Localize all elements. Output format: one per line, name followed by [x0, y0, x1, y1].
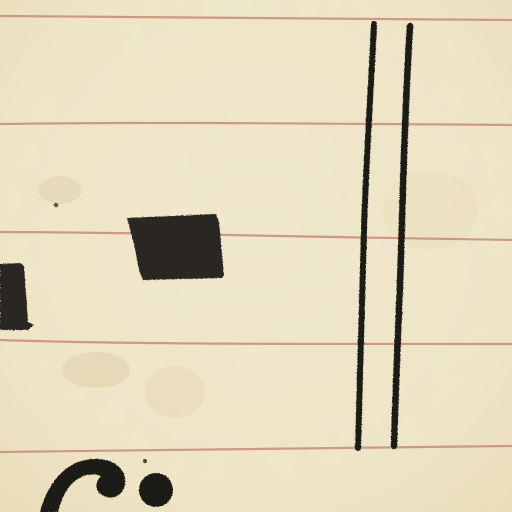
ink-dot: [139, 473, 173, 507]
ink-fleck: [54, 203, 58, 207]
square-note-center: [127, 214, 224, 280]
ink-fleck: [143, 459, 147, 463]
